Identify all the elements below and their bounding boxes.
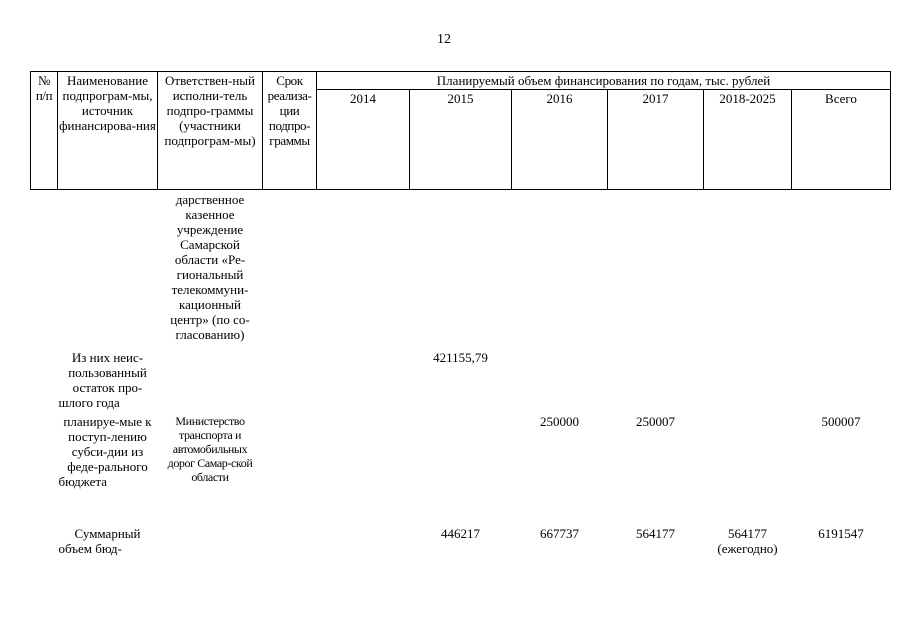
page-number: 12 (437, 32, 451, 47)
cell-no (31, 526, 58, 566)
cell-2014 (317, 526, 410, 566)
table-row (31, 414, 891, 526)
header-year-2015: 2015 (410, 90, 512, 190)
cell-name: планируе-мые к поступ-лению субси-дии из феде-рального бюджета (58, 413, 152, 489)
header-total: Всего (792, 90, 891, 190)
cell-responsible: дарственное казенное учреждение Самарской области «Ре-гиональный телекоммуни-кационный центр» (по со-гласованию) (170, 192, 250, 342)
cell-2017: 564177 (636, 525, 675, 541)
table-row (31, 190, 891, 350)
cell-no (31, 414, 58, 526)
header-term: Срок реализа-ции подпро-граммы (263, 72, 317, 190)
cell-total: 6191547 (818, 525, 864, 541)
cell-2017: 250007 (636, 413, 675, 429)
cell-total (792, 350, 891, 414)
header-name: Наименование подпрограм-мы, источник финансирова-ния (58, 72, 158, 190)
header-responsible: Ответствен-ный исполни-тель подпро-граммы (участники подпрограм-мы) (158, 72, 263, 190)
cell-term (263, 350, 317, 414)
table-row (31, 350, 891, 414)
cell-2017 (608, 190, 704, 350)
cell-2015 (410, 414, 512, 526)
cell-term (263, 190, 317, 350)
cell-no (31, 350, 58, 414)
cell-responsible: Министерство транспорта и автомобильных дорог Самар-ской области (167, 413, 253, 484)
cell-total: 500007 (821, 413, 861, 429)
cell-2015: 421155,79 (433, 349, 488, 365)
cell-name: Суммарный объем бюд- (58, 525, 141, 556)
cell-2015 (410, 190, 512, 350)
cell-name (58, 190, 158, 350)
table-header (31, 72, 891, 190)
header-financing-group: Планируемый объем финансирования по годам, тыс. рублей (317, 72, 891, 90)
header-year-2014: 2014 (317, 90, 410, 190)
cell-name: Из них неис-пользованный остаток про-шлого года (58, 349, 147, 410)
cell-2018-2025 (704, 190, 792, 350)
cell-2015: 446217 (441, 525, 480, 541)
cell-2017 (608, 350, 704, 414)
cell-2016: 250000 (540, 413, 579, 429)
cell-2018-2025 (704, 414, 792, 526)
cell-total (792, 190, 891, 350)
cell-2016: 667737 (540, 525, 579, 541)
cell-2016 (512, 190, 608, 350)
header-year-2016: 2016 (512, 90, 608, 190)
cell-responsible (158, 526, 263, 566)
cell-2018-2025 (704, 350, 792, 414)
cell-2018-2025: 564177 (ежегодно) (717, 525, 778, 556)
cell-2016 (512, 350, 608, 414)
financing-table (30, 71, 891, 566)
cell-2014 (317, 190, 410, 350)
cell-2014 (317, 350, 410, 414)
cell-term (263, 414, 317, 526)
table-body (31, 190, 891, 566)
header-year-2018-2025: 2018-2025 (704, 90, 792, 190)
cell-responsible (158, 350, 263, 414)
cell-2014 (317, 414, 410, 526)
cell-no (31, 190, 58, 350)
cell-term (263, 526, 317, 566)
header-no: № п/п (31, 72, 58, 190)
table-row (31, 526, 891, 566)
header-year-2017: 2017 (608, 90, 704, 190)
